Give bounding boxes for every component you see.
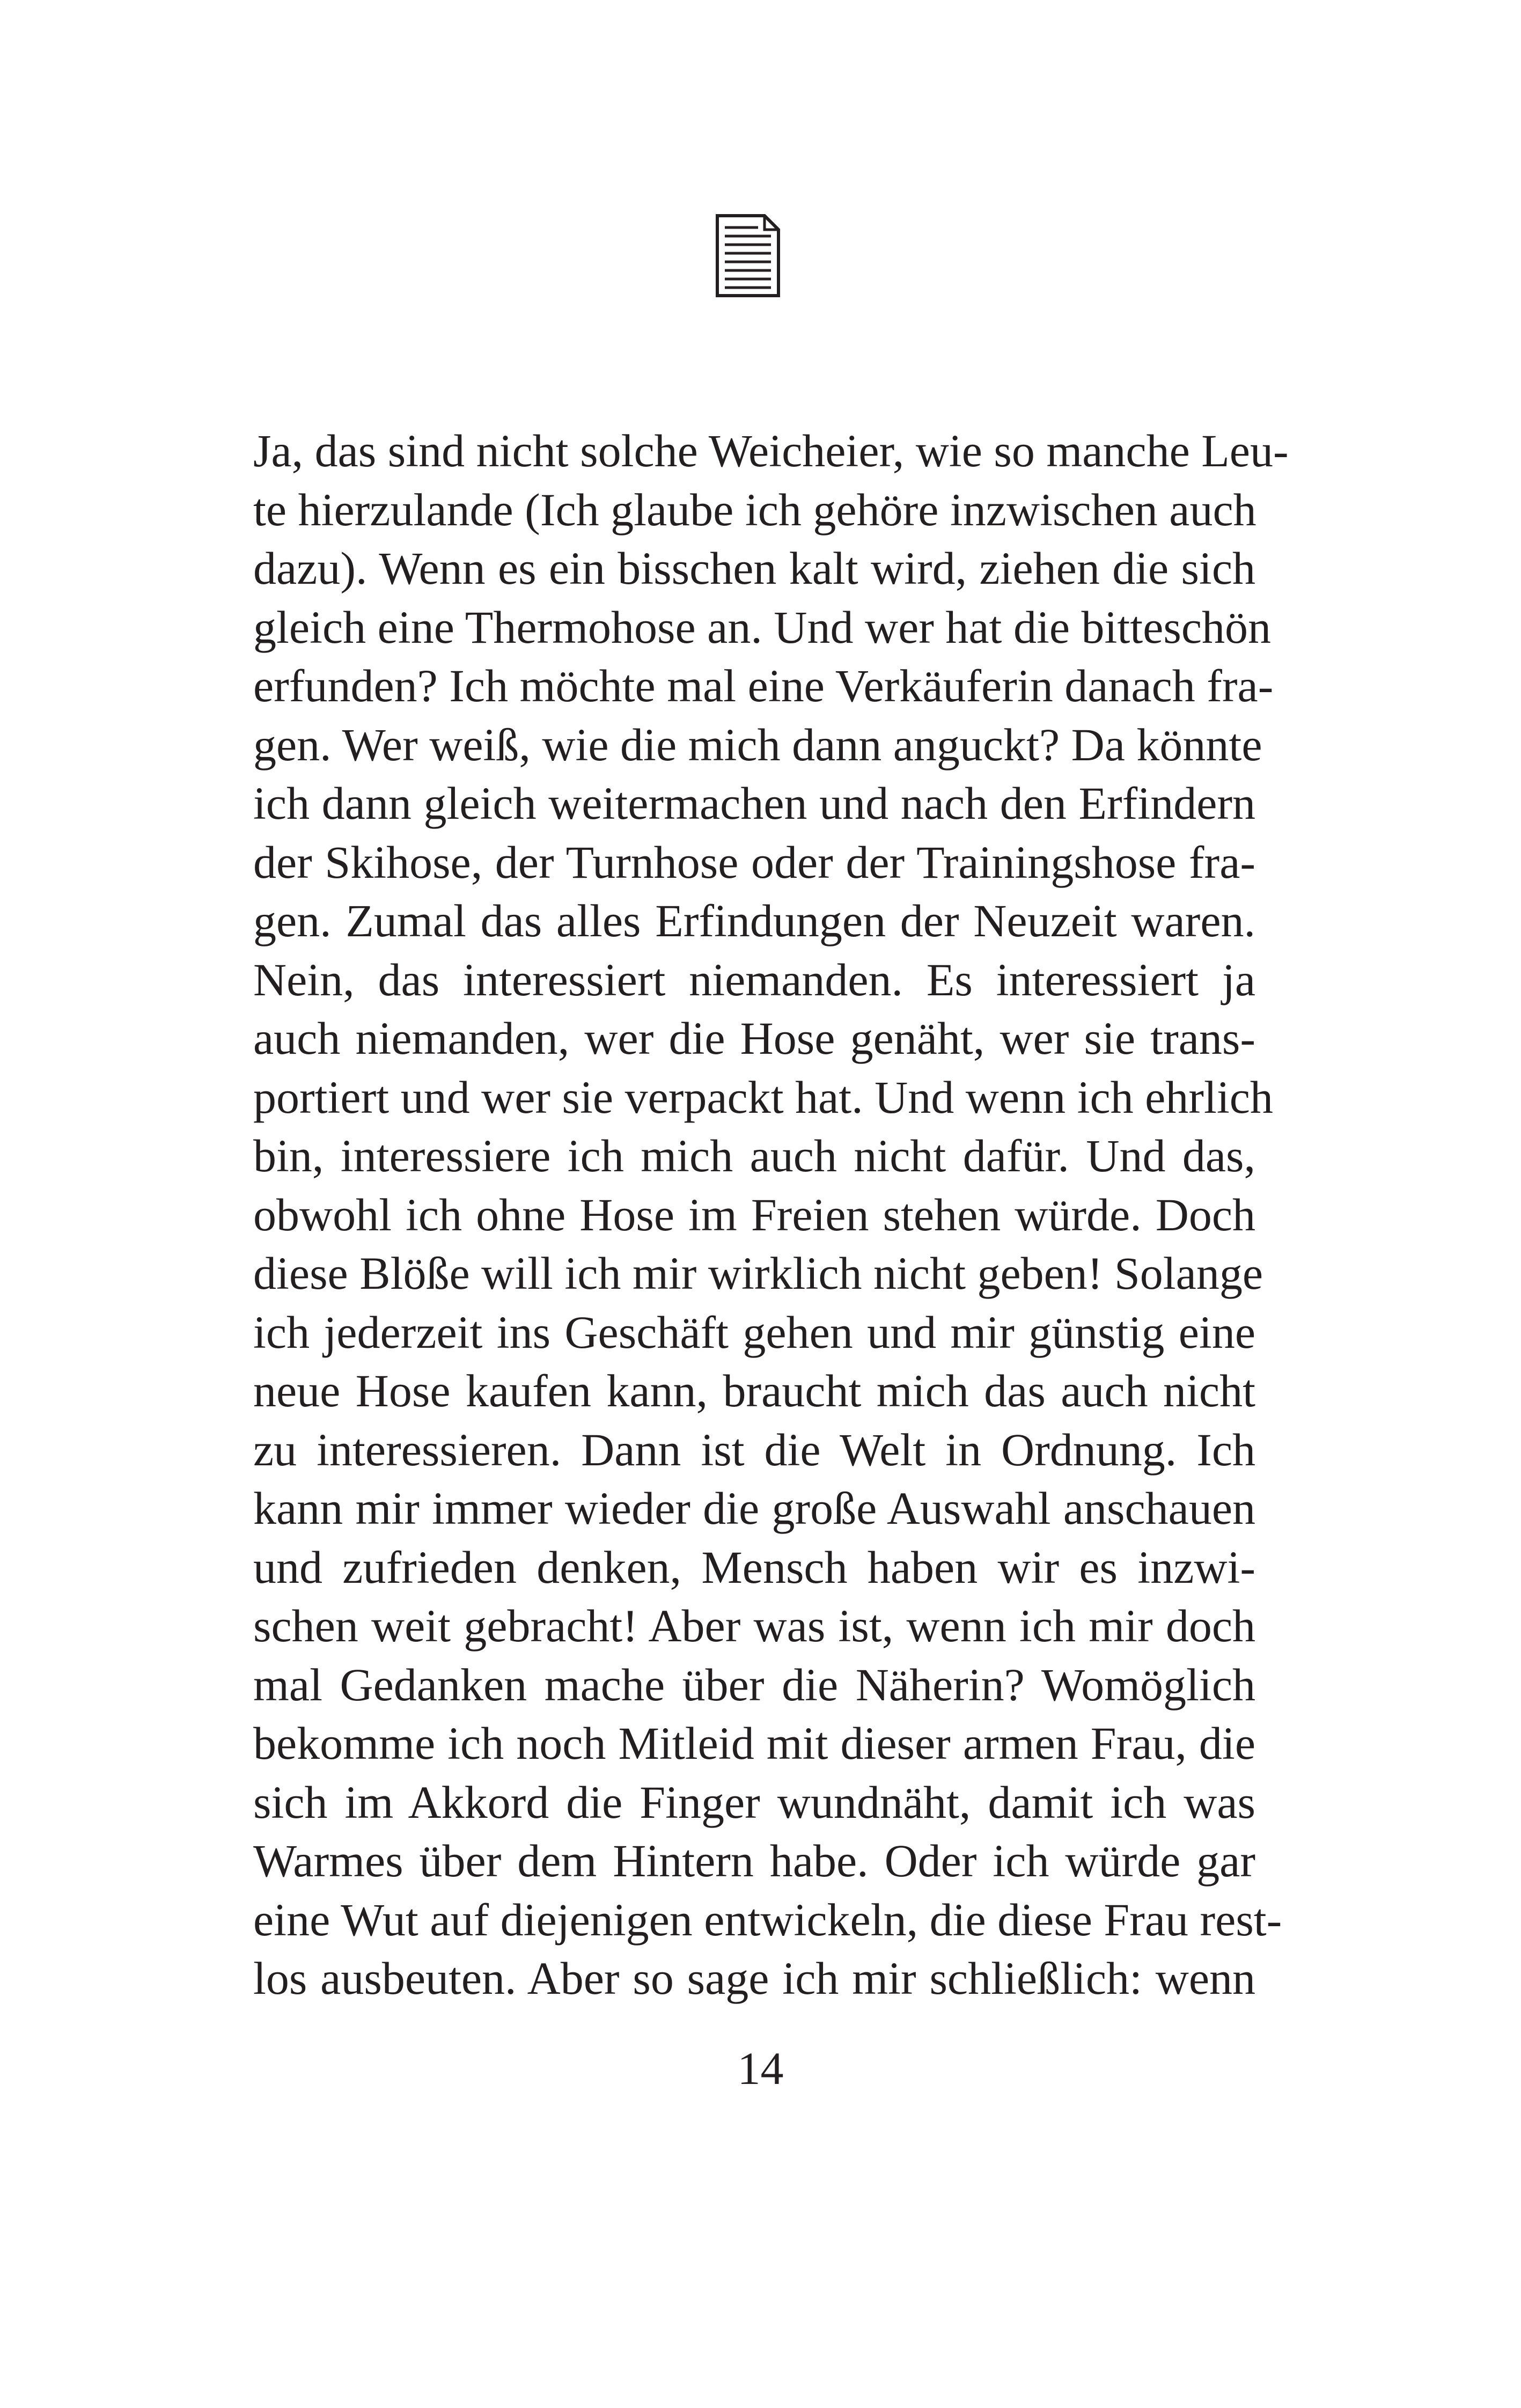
page-number: 14 <box>737 2043 784 2094</box>
text-line: bekomme ich noch Mitleid mit dieser armen Frau, die <box>253 1717 1255 1769</box>
text-line: sich im Akkord die Finger wundnäht, damit ich was <box>253 1776 1255 1828</box>
text-line: neue Hose kaufen kann, braucht mich das auch nicht <box>253 1365 1255 1416</box>
text-line: Warmes über dem Hintern habe. Oder ich würde gar <box>253 1835 1255 1886</box>
text-line: ich jederzeit ins Geschäft gehen und mir günstig eine <box>253 1306 1255 1358</box>
text-line: Ja, das sind nicht solche Weicheier, wie so manche Leu- <box>253 425 1289 476</box>
text-line: schen weit gebracht! Aber was ist, wenn ich mir doch <box>253 1600 1255 1651</box>
text-line: zu interessieren. Dann ist die Welt in Ordnung. Ich <box>253 1423 1255 1475</box>
text-line: portiert und wer sie verpackt hat. Und wenn ich ehrlich <box>253 1071 1273 1123</box>
text-line: dazu). Wenn es ein bisschen kalt wird, ziehen die sich <box>253 542 1255 594</box>
body-text <box>253 422 1289 2008</box>
text-line: Nein, das interessiert niemanden. Es interessiert ja <box>253 953 1255 1005</box>
text-line: der Skihose, der Turnhose oder der Trainingshose fra- <box>253 836 1255 888</box>
text-line: bin, interessiere ich mich auch nicht dafür. Und das, <box>253 1130 1255 1181</box>
text-line: gen. Zumal das alles Erfindungen der Neuzeit waren. <box>253 895 1255 946</box>
text-line: obwohl ich ohne Hose im Freien stehen würde. Doch <box>253 1188 1255 1240</box>
text-line: mal Gedanken mache über die Näherin? Womöglich <box>253 1658 1255 1710</box>
text-line: auch niemanden, wer die Hose genäht, wer sie trans- <box>253 1012 1255 1064</box>
text-line: diese Blöße will ich mir wirklich nicht geben! Solange <box>253 1247 1263 1299</box>
text-line: kann mir immer wieder die große Auswahl anschauen <box>253 1482 1255 1534</box>
text-line: los ausbeuten. Aber so sage ich mir schließlich: wenn <box>253 1952 1255 2004</box>
text-line: gen. Wer weiß, wie die mich dann anguckt? Da könnte <box>253 718 1262 770</box>
document-icon <box>715 214 781 298</box>
text-line: te hierzulande (Ich glaube ich gehöre inzwischen auch <box>253 483 1257 535</box>
text-line: erfunden? Ich möchte mal eine Verkäuferin danach fra- <box>253 660 1274 711</box>
text-line: gleich eine Thermohose an. Und wer hat die bitteschön <box>253 601 1271 653</box>
text-line: ich dann gleich weitermachen und nach den Erfindern <box>253 777 1255 829</box>
text-line: und zufrieden denken, Mensch haben wir es inzwi- <box>253 1541 1255 1593</box>
text-line: eine Wut auf diejenigen entwickeln, die diese Frau rest- <box>253 1893 1282 1946</box>
